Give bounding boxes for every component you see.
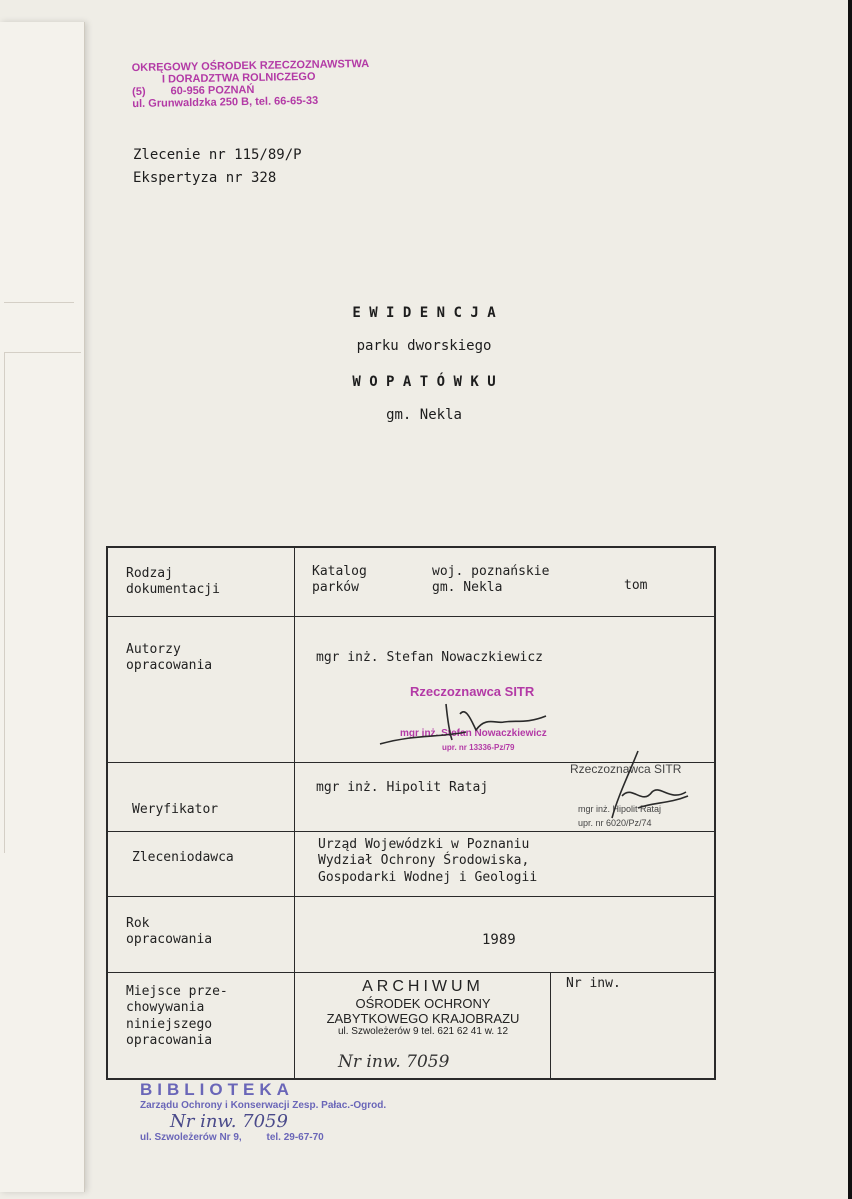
- year-label: Rok opracowania: [126, 916, 213, 948]
- expertise-number: Ekspertyza nr 328: [133, 170, 277, 186]
- tom-label: tom: [624, 578, 648, 593]
- verifier-stamp-name: mgr inż. Hipolit Rataj: [578, 804, 662, 814]
- archive-line-4: ul. Szwoleżerów 9 tel. 621 62 41 w. 12: [337, 1026, 509, 1037]
- archive-stamp: [308, 978, 538, 1037]
- client-label: Zleceniodawca: [132, 850, 234, 865]
- row1-label: Rodzaj dokumentacji: [126, 566, 220, 598]
- verifier-value: mgr inż. Hipolit Rataj: [316, 780, 489, 795]
- library-stamp-address-row: [140, 1132, 386, 1143]
- library-inventory-handwritten: Nr inw. 7059: [170, 1111, 288, 1132]
- library-stamp-phone: tel. 29-67-70: [266, 1132, 324, 1143]
- title-line-1: E W I D E N C J A: [352, 305, 496, 321]
- library-stamp-title: BIBLIOTEKA: [140, 1080, 294, 1099]
- archive-line-1: ARCHIWUM: [362, 978, 484, 995]
- storage-label: Miejsce prze- chowywania niniejszego opracowania: [126, 984, 228, 1048]
- order-number: Zlecenie nr 115/89/P: [133, 147, 302, 163]
- title-line-2: parku dworskiego: [356, 338, 492, 354]
- author-signature-icon: [376, 694, 576, 754]
- library-stamp-org: Zarządu Ochrony i Konserwacji Zesp. Pałac.-Ogrod.: [140, 1100, 387, 1111]
- stamp-line-3: 60-956 POZNAŃ: [170, 84, 255, 98]
- column-divider: [294, 548, 295, 1078]
- underlying-sheet: [0, 22, 85, 1192]
- ghost-text-block: [4, 102, 74, 303]
- client-value: Urząd Wojewódzki w Poznaniu Wydział Ochrony Środowiska, Gospodarki Wodnej i Geologii: [318, 837, 538, 885]
- verifier-stamp-reg: upr. nr 6020/Pz/74: [578, 818, 652, 828]
- verifier-stamp-title: Rzeczoznawca SITR: [570, 762, 682, 776]
- title-line-4: gm. Nekla: [386, 407, 462, 423]
- row-divider: [108, 616, 714, 617]
- institution-stamp: [132, 58, 370, 111]
- archive-inventory-handwritten: Nr inw. 7059: [338, 1052, 450, 1072]
- ghost-table-block: [4, 352, 81, 853]
- archive-line-3: ZABYTKOWEGO KRAJOBRAZU: [326, 1011, 520, 1026]
- year-value: 1989: [482, 932, 516, 948]
- authors-value: mgr inż. Stefan Nowaczkiewicz: [316, 650, 543, 665]
- row-divider: [108, 972, 714, 973]
- inventory-label: Nr inw.: [566, 976, 621, 991]
- stamp-line-2: I DORADZTWA ROLNICZEGO: [161, 70, 316, 86]
- stamp-line-1: OKRĘGOWY OŚRODEK RZECZOZNAWSTWA: [131, 57, 370, 75]
- row-divider: [108, 896, 714, 897]
- archive-line-2: OŚRODEK OCHRONY: [355, 996, 491, 1011]
- title-line-3: W O P A T Ó W K U: [352, 374, 496, 390]
- library-stamp: [140, 1080, 386, 1143]
- authors-label: Autorzy opracowania: [126, 642, 213, 674]
- library-stamp-address: ul. Szwoleżerów Nr 9,: [140, 1132, 242, 1143]
- stamp-line-4: ul. Grunwaldzka 250 B, tel. 66-65-33: [132, 95, 319, 111]
- verifier-signature-icon: [598, 746, 698, 826]
- column-divider-inv: [550, 972, 551, 1078]
- author-stamp-name: mgr inż. Stefan Nowaczkiewicz: [400, 728, 547, 739]
- catalog-label: Katalog parków: [312, 564, 367, 596]
- author-stamp-reg: upr. nr 13336-Pz/79: [442, 743, 515, 752]
- region-value: woj. poznańskie gm. Nekla: [432, 564, 550, 596]
- row-divider: [108, 831, 714, 832]
- verifier-label: Weryfikator: [132, 802, 219, 817]
- stamp-line-3-prefix: (5): [132, 86, 146, 99]
- author-stamp-title: Rzeczoznawca SITR: [410, 684, 535, 699]
